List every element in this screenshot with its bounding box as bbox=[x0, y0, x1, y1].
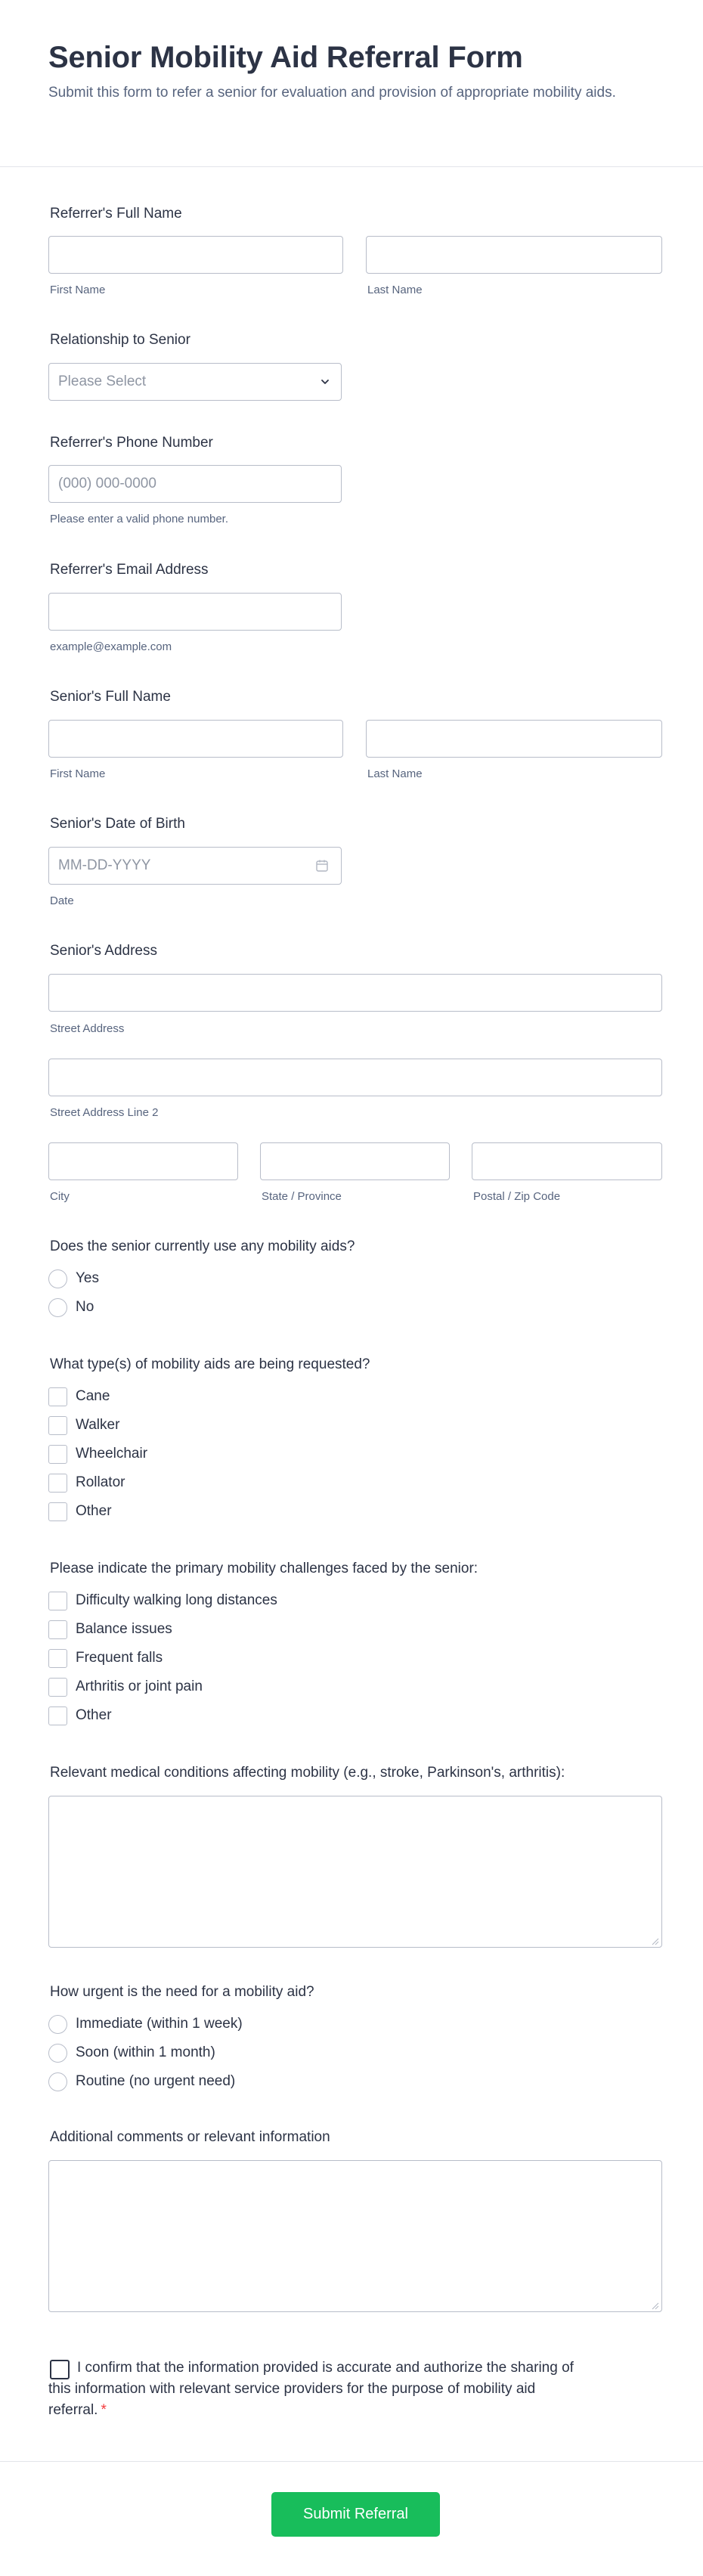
senior-name-label: Senior's Full Name bbox=[50, 689, 171, 705]
senior-address-question bbox=[48, 942, 662, 1207]
challenge-option-falls[interactable] bbox=[48, 1648, 163, 1669]
option-label: Immediate (within 1 week) bbox=[76, 2016, 243, 2032]
resize-grip-icon[interactable] bbox=[650, 1936, 659, 1945]
street-address-line2-sublabel: Street Address Line 2 bbox=[50, 1106, 159, 1119]
senior-address-label: Senior's Address bbox=[50, 943, 157, 959]
aid-type-option-cane[interactable] bbox=[48, 1386, 110, 1407]
senior-last-name-input[interactable] bbox=[366, 720, 662, 758]
medical-question bbox=[48, 1764, 662, 1949]
referrer-name-question bbox=[48, 205, 662, 303]
relationship-label: Relationship to Senior bbox=[50, 332, 190, 348]
challenge-option-arthritis[interactable] bbox=[48, 1676, 203, 1697]
chevron-down-icon bbox=[320, 377, 330, 387]
comments-label: Additional comments or relevant information bbox=[50, 2129, 330, 2145]
senior-first-name-sublabel: First Name bbox=[50, 767, 106, 780]
referrer-email-input[interactable] bbox=[48, 593, 342, 631]
option-label: Arthritis or joint pain bbox=[76, 1679, 203, 1694]
senior-first-name-input[interactable] bbox=[48, 720, 343, 758]
zip-sublabel: Postal / Zip Code bbox=[473, 1190, 561, 1203]
form-footer bbox=[0, 2461, 703, 2576]
urgency-option-routine[interactable] bbox=[48, 2071, 235, 2092]
form-title: Senior Mobility Aid Referral Form bbox=[48, 41, 523, 74]
checkbox[interactable] bbox=[48, 1387, 67, 1406]
option-label: Walker bbox=[76, 1417, 120, 1433]
referrer-email-label: Referrer's Email Address bbox=[50, 562, 209, 578]
aid-type-option-walker[interactable] bbox=[48, 1415, 119, 1436]
senior-dob-sublabel: Date bbox=[50, 894, 74, 907]
senior-dob-question bbox=[48, 815, 662, 913]
street-address-line2-input[interactable] bbox=[48, 1059, 662, 1096]
checkbox[interactable] bbox=[48, 1416, 67, 1435]
city-input[interactable] bbox=[48, 1142, 238, 1180]
aid-types-question bbox=[48, 1356, 662, 1530]
option-label: No bbox=[76, 1299, 94, 1315]
uses-aids-label: Does the senior currently use any mobility aids? bbox=[50, 1238, 355, 1254]
medical-label: Relevant medical conditions affecting mobility (e.g., stroke, Parkinson's, arthritis): bbox=[50, 1765, 565, 1781]
senior-last-name-sublabel: Last Name bbox=[367, 767, 423, 780]
relationship-selected-value: Please Select bbox=[58, 374, 147, 389]
option-label: Cane bbox=[76, 1388, 110, 1404]
street-address-input[interactable] bbox=[48, 974, 662, 1012]
challenges-question bbox=[48, 1560, 662, 1734]
referrer-phone-hint: Please enter a valid phone number. bbox=[50, 513, 228, 525]
street-address-sublabel: Street Address bbox=[50, 1022, 125, 1035]
option-label: Balance issues bbox=[76, 1621, 172, 1637]
option-label: Routine (no urgent need) bbox=[76, 2073, 236, 2089]
urgency-label: How urgent is the need for a mobility aid? bbox=[50, 1984, 314, 2000]
referrer-phone-label: Referrer's Phone Number bbox=[50, 435, 213, 451]
referrer-last-name-sublabel: Last Name bbox=[367, 284, 423, 296]
option-label: Soon (within 1 month) bbox=[76, 2044, 215, 2060]
comments-question bbox=[48, 2128, 662, 2314]
aid-types-label: What type(s) of mobility aids are being requested? bbox=[50, 1356, 370, 1372]
resize-grip-icon[interactable] bbox=[650, 2301, 659, 2310]
urgency-option-soon[interactable] bbox=[48, 2042, 215, 2063]
form-subtitle: Submit this form to refer a senior for evaluation and provision of appropriate mobility aids. bbox=[48, 85, 616, 101]
checkbox[interactable] bbox=[48, 1474, 67, 1493]
relationship-select[interactable] bbox=[48, 363, 342, 401]
option-label: Wheelchair bbox=[76, 1446, 148, 1462]
radio-button[interactable] bbox=[48, 2044, 67, 2063]
referrer-email-question bbox=[48, 561, 662, 659]
aid-type-option-rollator[interactable] bbox=[48, 1472, 125, 1493]
option-label: Other bbox=[76, 1503, 112, 1519]
senior-dob-label: Senior's Date of Birth bbox=[50, 816, 185, 832]
relationship-question bbox=[48, 331, 662, 407]
radio-button[interactable] bbox=[48, 2015, 67, 2034]
state-input[interactable] bbox=[260, 1142, 450, 1180]
referrer-first-name-input[interactable] bbox=[48, 236, 343, 274]
checkbox[interactable] bbox=[48, 1620, 67, 1639]
option-label: Rollator bbox=[76, 1474, 125, 1490]
submit-referral-button[interactable]: Submit Referral bbox=[271, 2492, 440, 2537]
checkbox[interactable] bbox=[48, 1706, 67, 1725]
option-label: Yes bbox=[76, 1270, 99, 1286]
referrer-email-hint: example@example.com bbox=[50, 640, 172, 653]
zip-input[interactable] bbox=[472, 1142, 662, 1180]
confirm-statement bbox=[48, 2357, 593, 2421]
uses-aids-option-no[interactable] bbox=[48, 1297, 94, 1318]
option-label: Frequent falls bbox=[76, 1650, 163, 1666]
referrer-last-name-input[interactable] bbox=[366, 236, 662, 274]
aid-type-option-wheelchair[interactable] bbox=[48, 1443, 147, 1465]
radio-button[interactable] bbox=[48, 1269, 67, 1288]
urgency-question bbox=[48, 1983, 662, 2097]
challenge-option-walking[interactable] bbox=[48, 1590, 277, 1611]
checkbox[interactable] bbox=[48, 1592, 67, 1610]
calendar-icon[interactable] bbox=[314, 858, 330, 873]
radio-button[interactable] bbox=[48, 2072, 67, 2091]
option-label: Difficulty walking long distances bbox=[76, 1592, 277, 1608]
radio-button[interactable] bbox=[48, 1298, 67, 1317]
urgency-option-immediate[interactable] bbox=[48, 2013, 243, 2035]
form-header bbox=[0, 0, 703, 167]
comments-textarea[interactable] bbox=[48, 2160, 662, 2312]
medical-textarea[interactable] bbox=[48, 1796, 662, 1948]
checkbox[interactable] bbox=[48, 1502, 67, 1521]
checkbox[interactable] bbox=[48, 1649, 67, 1668]
senior-name-question bbox=[48, 688, 662, 786]
option-label: Other bbox=[76, 1707, 112, 1723]
aid-type-option-other[interactable] bbox=[48, 1501, 112, 1522]
referrer-name-label: Referrer's Full Name bbox=[50, 206, 182, 222]
referrer-phone-question bbox=[48, 434, 662, 532]
referrer-first-name-sublabel: First Name bbox=[50, 284, 106, 296]
required-asterisk: * bbox=[101, 2402, 107, 2418]
challenges-label: Please indicate the primary mobility challenges faced by the senior: bbox=[50, 1561, 478, 1576]
uses-aids-question bbox=[48, 1238, 662, 1328]
referrer-phone-input[interactable] bbox=[48, 465, 342, 503]
confirm-text: I confirm that the information provided is accurate and authorize the sharing of this information with relevant service providers for the purpose of mobility aid referral. bbox=[48, 2360, 574, 2418]
challenge-option-balance[interactable] bbox=[48, 1619, 172, 1640]
state-sublabel: State / Province bbox=[262, 1190, 342, 1203]
checkbox[interactable] bbox=[48, 1445, 67, 1464]
city-sublabel: City bbox=[50, 1190, 70, 1203]
uses-aids-option-yes[interactable] bbox=[48, 1268, 99, 1289]
challenge-option-other[interactable] bbox=[48, 1705, 112, 1726]
checkbox[interactable] bbox=[48, 1678, 67, 1697]
senior-dob-input[interactable] bbox=[48, 847, 342, 885]
